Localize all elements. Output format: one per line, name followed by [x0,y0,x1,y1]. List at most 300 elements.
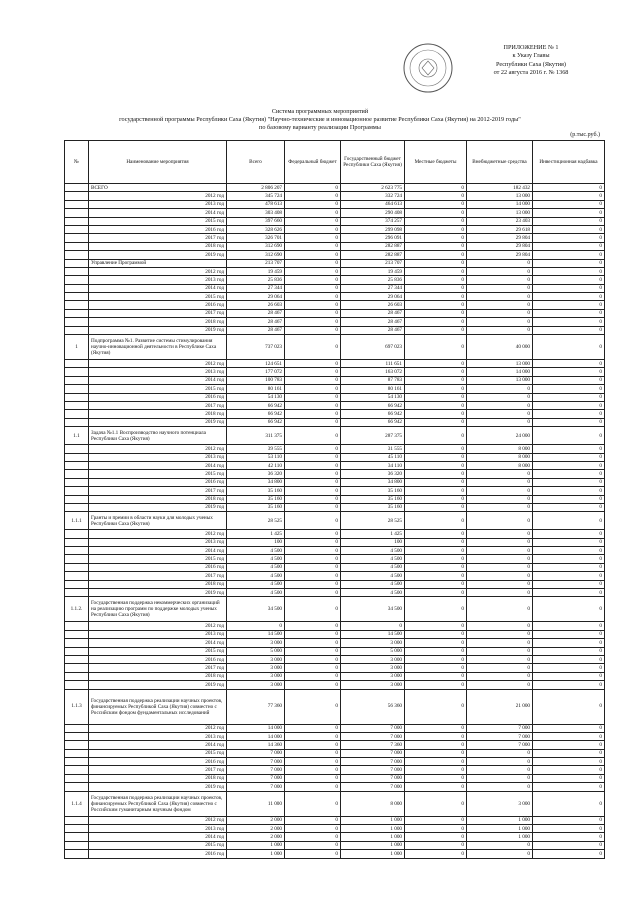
row-federal: 0 [285,293,341,301]
row-local: 0 [405,503,467,511]
row-extrabudget: 0 [467,630,533,638]
row-total: 66 942 [227,401,285,409]
row-investment: 0 [533,410,605,418]
row-number [65,453,89,461]
row-number [65,841,89,849]
row-local: 0 [405,242,467,250]
row-name: 2019 год [89,503,227,511]
row-federal: 0 [285,741,341,749]
row-republic: 464 613 [341,200,405,208]
row-federal: 0 [285,217,341,225]
row-investment: 0 [533,816,605,824]
col-header-local: Местные бюджеты [405,141,467,184]
row-federal: 0 [285,816,341,824]
row-investment: 0 [533,368,605,376]
row-extrabudget: 0 [467,309,533,317]
row-extrabudget: 0 [467,749,533,757]
title-line: по базовому варианту реализации Программы [259,124,381,132]
row-name: Управление Программой [89,259,227,267]
row-extrabudget: 29 804 [467,234,533,242]
row-investment: 0 [533,774,605,782]
row-extrabudget: 0 [467,622,533,630]
row-total: 3 000 [227,655,285,663]
row-local: 0 [405,622,467,630]
row-total: 100 783 [227,376,285,384]
row-local: 0 [405,816,467,824]
row-name: 2012 год [89,267,227,275]
table-row [65,639,605,647]
row-number [65,724,89,732]
row-extrabudget: 29 618 [467,225,533,233]
row-investment: 0 [533,376,605,384]
row-investment: 0 [533,749,605,757]
row-federal: 0 [285,639,341,647]
row-republic: 80 161 [341,385,405,393]
row-name: 2013 год [89,630,227,638]
row-total: 80 161 [227,385,285,393]
row-total: 1 000 [227,841,285,849]
table-row [65,555,605,563]
row-total: 39 555 [227,445,285,453]
row-number [65,639,89,647]
row-federal: 0 [285,655,341,663]
row-local: 0 [405,647,467,655]
row-local: 0 [405,478,467,486]
row-number: 1.1.2. [65,597,89,622]
row-number [65,766,89,774]
row-number [65,276,89,284]
row-number [65,816,89,824]
table-row [65,732,605,740]
row-extrabudget: 0 [467,555,533,563]
row-republic: 4 500 [341,580,405,588]
table-body [65,184,605,859]
row-republic: 3 000 [341,664,405,672]
row-number [65,622,89,630]
row-name: 2013 год [89,825,227,833]
col-header-federal: Федеральный бюджет [285,141,341,184]
row-total: 737 023 [227,335,285,360]
table-row [65,234,605,242]
row-investment: 0 [533,572,605,580]
row-investment: 0 [533,335,605,360]
row-extrabudget: 0 [467,655,533,663]
table-row [65,689,605,724]
row-extrabudget: 0 [467,672,533,680]
row-investment: 0 [533,293,605,301]
row-local: 0 [405,547,467,555]
row-extrabudget: 0 [467,547,533,555]
row-local: 0 [405,368,467,376]
table-row [65,589,605,597]
row-investment: 0 [533,401,605,409]
row-investment: 0 [533,647,605,655]
row-number [65,200,89,208]
row-local: 0 [405,293,467,301]
row-extrabudget: 1 000 [467,816,533,824]
row-extrabudget: 0 [467,512,533,530]
table-row [65,410,605,418]
row-local: 0 [405,284,467,292]
row-extrabudget: 0 [467,267,533,275]
table-row [65,393,605,401]
row-federal: 0 [285,630,341,638]
row-extrabudget: 13 000 [467,360,533,368]
row-number [65,234,89,242]
row-investment: 0 [533,538,605,546]
row-republic: 287 375 [341,427,405,445]
row-local: 0 [405,209,467,217]
row-total: 3 000 [227,672,285,680]
row-total: 3 000 [227,639,285,647]
row-investment: 0 [533,461,605,469]
row-name: 2015 год [89,841,227,849]
row-number [65,470,89,478]
row-total: 478 613 [227,200,285,208]
table-row [65,783,605,791]
row-federal: 0 [285,461,341,469]
row-number [65,774,89,782]
appendix-line: к Указу Главы [512,52,550,60]
row-republic: 282 887 [341,242,405,250]
row-republic: 1 000 [341,825,405,833]
row-total: 303 408 [227,209,285,217]
row-total: 42 110 [227,461,285,469]
row-investment: 0 [533,259,605,267]
row-total: 28 525 [227,512,285,530]
row-number [65,758,89,766]
row-republic: 7 360 [341,741,405,749]
table-row [65,647,605,655]
row-number [65,580,89,588]
row-number: 1.1.4 [65,791,89,816]
row-republic: 111 651 [341,360,405,368]
row-federal: 0 [285,427,341,445]
row-extrabudget: 14 000 [467,368,533,376]
row-name: 2019 год [89,326,227,334]
row-investment: 0 [533,393,605,401]
row-investment: 0 [533,487,605,495]
row-name: 2014 год [89,461,227,469]
row-investment: 0 [533,284,605,292]
title-line: государственной программы Республики Саха (Якутия) "Научно-технические и инновационное развитие Республики Саха (Якутия) на 2012-2019 годы" [119,116,521,124]
row-name: 2018 год [89,410,227,418]
row-federal: 0 [285,301,341,309]
row-investment: 0 [533,783,605,791]
row-republic: 213 707 [341,259,405,267]
row-investment: 0 [533,732,605,740]
row-extrabudget: 0 [467,293,533,301]
row-number [65,572,89,580]
row-number [65,630,89,638]
row-number [65,547,89,555]
table-row [65,833,605,841]
table-row [65,681,605,689]
row-extrabudget: 7 000 [467,732,533,740]
row-name: 2017 год [89,487,227,495]
row-local: 0 [405,639,467,647]
row-investment: 0 [533,192,605,200]
row-local: 0 [405,791,467,816]
row-federal: 0 [285,478,341,486]
row-local: 0 [405,360,467,368]
row-total: 177 072 [227,368,285,376]
row-investment: 0 [533,512,605,530]
row-total: 53 110 [227,453,285,461]
row-number [65,681,89,689]
title-line: Система программных мероприятий [271,108,369,115]
row-extrabudget: 0 [467,301,533,309]
row-investment: 0 [533,267,605,275]
row-republic: 296 091 [341,234,405,242]
row-name: Подпрограмма №1. Развитие системы стимулирования научно-инновационной деятельности в Республике Саха (Якутия) [89,335,227,360]
row-investment: 0 [533,672,605,680]
table-row [65,470,605,478]
row-republic: 374 257 [341,217,405,225]
row-republic: 66 942 [341,418,405,426]
table-row [65,259,605,267]
row-federal: 0 [285,360,341,368]
row-federal: 0 [285,209,341,217]
table-row [65,672,605,680]
row-republic: 29 064 [341,293,405,301]
row-investment: 0 [533,689,605,724]
row-extrabudget: 1 000 [467,825,533,833]
row-federal: 0 [285,732,341,740]
row-total: 34 500 [227,597,285,622]
row-local: 0 [405,689,467,724]
row-investment: 0 [533,724,605,732]
row-total: 7 000 [227,749,285,757]
row-extrabudget: 40 000 [467,335,533,360]
row-number [65,318,89,326]
table-row [65,461,605,469]
row-extrabudget: 7 000 [467,741,533,749]
row-total: 77 360 [227,689,285,724]
row-total: 2 806 207 [227,184,285,192]
row-republic: 0 [341,622,405,630]
row-republic: 282 887 [341,251,405,259]
row-total: 7 000 [227,766,285,774]
row-number [65,267,89,275]
row-republic: 1 425 [341,530,405,538]
row-extrabudget: 0 [467,326,533,334]
row-republic: 34 800 [341,478,405,486]
row-investment: 0 [533,630,605,638]
row-number [65,563,89,571]
row-extrabudget: 0 [467,572,533,580]
row-number [65,360,89,368]
row-name: 2016 год [89,478,227,486]
row-republic: 7 000 [341,774,405,782]
row-republic: 25 836 [341,276,405,284]
row-local: 0 [405,234,467,242]
table-row [65,284,605,292]
row-name: Гранты и премии в области науки для молодых ученых Республики Саха (Якутия) [89,512,227,530]
row-local: 0 [405,326,467,334]
row-federal: 0 [285,597,341,622]
row-investment: 0 [533,639,605,647]
row-federal: 0 [285,563,341,571]
row-federal: 0 [285,259,341,267]
row-extrabudget: 0 [467,276,533,284]
appendix-line: Республики Саха (Якутия) [496,60,566,68]
row-name: 2012 год [89,530,227,538]
row-total: 28 467 [227,326,285,334]
row-number [65,184,89,192]
row-investment: 0 [533,326,605,334]
row-republic: 8 000 [341,791,405,816]
row-investment: 0 [533,470,605,478]
table-row [65,664,605,672]
row-federal: 0 [285,538,341,546]
row-republic: 7 000 [341,724,405,732]
row-number [65,259,89,267]
row-federal: 0 [285,410,341,418]
row-name: 2019 год [89,589,227,597]
row-number [65,376,89,384]
row-number [65,251,89,259]
row-name: 2017 год [89,234,227,242]
row-extrabudget: 0 [467,318,533,326]
row-name: 2015 год [89,217,227,225]
row-name: 2015 год [89,749,227,757]
table-row [65,655,605,663]
row-local: 0 [405,530,467,538]
row-republic: 100 [341,538,405,546]
row-number [65,284,89,292]
row-republic: 299 098 [341,225,405,233]
row-total: 28 467 [227,318,285,326]
row-number [65,555,89,563]
row-name: 2013 год [89,732,227,740]
row-number [65,589,89,597]
row-republic: 4 500 [341,572,405,580]
row-local: 0 [405,833,467,841]
row-investment: 0 [533,200,605,208]
row-federal: 0 [285,681,341,689]
row-extrabudget: 0 [467,470,533,478]
row-investment: 0 [533,766,605,774]
row-extrabudget: 24 000 [467,427,533,445]
row-local: 0 [405,724,467,732]
row-total: 328 626 [227,225,285,233]
table-row [65,766,605,774]
row-republic: 7 000 [341,783,405,791]
row-republic: 28 525 [341,512,405,530]
row-extrabudget: 14 000 [467,200,533,208]
row-number [65,732,89,740]
row-total: 4 500 [227,547,285,555]
table-row [65,825,605,833]
row-republic: 87 783 [341,376,405,384]
row-extrabudget: 0 [467,841,533,849]
col-header-number: № [65,141,89,184]
table-row [65,192,605,200]
document-title [60,108,580,133]
row-republic: 4 500 [341,563,405,571]
table-row [65,453,605,461]
row-local: 0 [405,487,467,495]
row-local: 0 [405,597,467,622]
row-name: 2017 год [89,766,227,774]
row-extrabudget: 29 804 [467,251,533,259]
table-row [65,360,605,368]
row-local: 0 [405,192,467,200]
row-federal: 0 [285,225,341,233]
table-row [65,225,605,233]
row-total: 7 000 [227,774,285,782]
row-federal: 0 [285,368,341,376]
row-local: 0 [405,318,467,326]
row-total: 0 [227,622,285,630]
row-name: Государственная поддержка реализации научных проектов, финансируемых Республикой Саха (Якутия) совместно с Российским гуманитарным научным фондом [89,791,227,816]
row-total: 14 500 [227,630,285,638]
table-row [65,385,605,393]
row-extrabudget: 0 [467,393,533,401]
row-local: 0 [405,580,467,588]
row-republic: 14 500 [341,630,405,638]
row-investment: 0 [533,530,605,538]
row-number [65,833,89,841]
row-name: 2014 год [89,639,227,647]
row-number [65,530,89,538]
row-federal: 0 [285,267,341,275]
row-republic: 3 000 [341,655,405,663]
row-federal: 0 [285,445,341,453]
row-name: 2016 год [89,758,227,766]
row-name: 2013 год [89,453,227,461]
row-federal: 0 [285,664,341,672]
row-local: 0 [405,470,467,478]
table-row [65,309,605,317]
row-local: 0 [405,825,467,833]
row-number [65,478,89,486]
table-row [65,841,605,849]
row-number [65,293,89,301]
row-federal: 0 [285,326,341,334]
row-name: 2019 год [89,681,227,689]
row-extrabudget: 0 [467,589,533,597]
row-total: 397 660 [227,217,285,225]
row-total: 2 000 [227,833,285,841]
row-republic: 56 360 [341,689,405,724]
row-extrabudget: 0 [467,385,533,393]
row-name: 2015 год [89,470,227,478]
row-name: 2012 год [89,445,227,453]
row-name: 2016 год [89,850,227,858]
row-extrabudget: 0 [467,530,533,538]
row-local: 0 [405,301,467,309]
col-header-name: Наименование мероприятия [89,141,227,184]
row-extrabudget: 8 000 [467,461,533,469]
row-republic: 28 467 [341,309,405,317]
table-row [65,572,605,580]
row-republic: 290 408 [341,209,405,217]
row-number [65,410,89,418]
row-name: 2016 год [89,563,227,571]
row-republic: 35 160 [341,495,405,503]
row-extrabudget: 13 000 [467,376,533,384]
row-federal: 0 [285,749,341,757]
row-number [65,850,89,858]
row-extrabudget: 0 [467,580,533,588]
row-investment: 0 [533,850,605,858]
row-investment: 0 [533,495,605,503]
row-total: 34 800 [227,478,285,486]
row-number [65,385,89,393]
row-extrabudget: 21 000 [467,689,533,724]
